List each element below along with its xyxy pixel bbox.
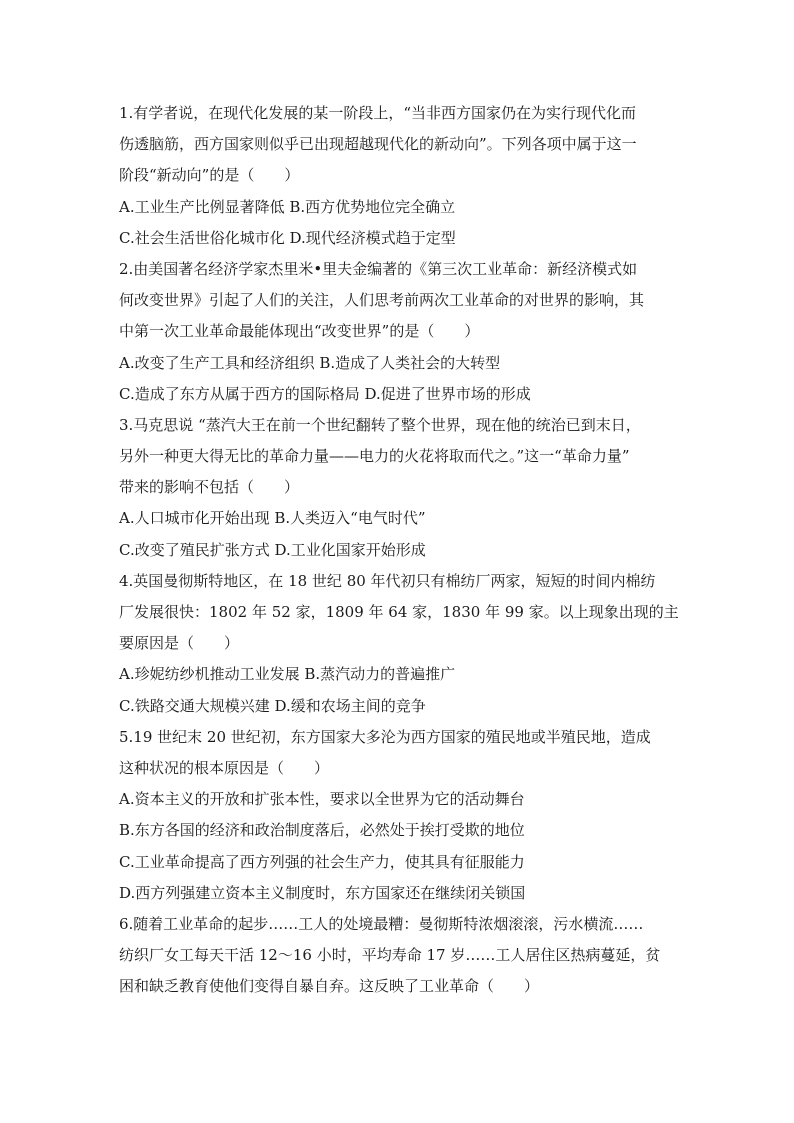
q2-text-line: 2.由美国著名经济学家杰里米•里夫金编著的《第三次工业革命：新经济模式如 — [119, 259, 638, 278]
question-text-block — [119, 98, 679, 1002]
q4-text-line: 要原因是（ ） — [119, 634, 240, 653]
q2-options-line: C.造成了东方从属于西方的国际格局 D.促进了世界市场的形成 — [119, 384, 531, 403]
q1-text-line: 阶段“新动向”的是（ ） — [119, 166, 300, 185]
q2-options-line: A.改变了生产工具和经济组织 B.造成了人类社会的大转型 — [119, 353, 501, 372]
q5-option-c: C.工业革命提高了西方列强的社会生产力，使其具有征服能力 — [119, 852, 525, 871]
q5-option-d: D.西方列强建立资本主义制度时，东方国家还在继续闭关锁国 — [119, 883, 526, 902]
q5-option-b: B.东方各国的经济和政治制度落后，必然处于挨打受欺的地位 — [119, 821, 525, 840]
q1-options-line: A.工业生产比例显著降低 B.西方优势地位完全确立 — [119, 197, 456, 216]
q1-text-line: 伤透脑筋，西方国家则似乎已出现超越现代化的新动向”。下列各项中属于这一 — [119, 135, 637, 154]
q4-options-line: C.铁路交通大规模兴建 D.缓和农场主间的竞争 — [119, 696, 426, 715]
q1-options-line: C.社会生活世俗化城市化 D.现代经济模式趋于定型 — [119, 228, 456, 247]
q3-text-line: 另外一种更大得无比的革命力量——电力的火花将取而代之。”这一“革命力量” — [119, 447, 630, 466]
q3-options-line: C.改变了殖民扩张方式 D.工业化国家开始形成 — [119, 540, 426, 559]
q3-text-line: 3.马克思说 “蒸汽大王在前一个世纪翻转了整个世界，现在他的统治已到末日， — [119, 415, 641, 434]
q6-text-line: 纺织厂女工每天干活 12～16 小时，平均寿命 17 岁……工人居住区热病蔓延，贫 — [119, 946, 661, 965]
q2-text-line: 何改变世界》引起了人们的关注，人们思考前两次工业革命的对世界的影响，其 — [119, 291, 645, 310]
q5-text-line: 5.19 世纪末 20 世纪初，东方国家大多沦为西方国家的殖民地或半殖民地，造成 — [119, 727, 651, 746]
q6-text-line: 困和缺乏教育使他们变得自暴自弃。这反映了工业革命（ ） — [119, 977, 540, 996]
q4-text-line: 4.英国曼彻斯特地区，在 18 世纪 80 年代初只有棉纺厂两家，短短的时间内棉纺 — [119, 571, 656, 590]
q2-text-line: 中第一次工业革命最能体现出“改变世界”的是（ ） — [119, 322, 480, 341]
q3-options-line: A.人口城市化开始出现 B.人类迈入“电气时代” — [119, 509, 426, 528]
q6-text-line: 6.随着工业革命的起步……工人的处境最糟：曼彻斯特浓烟滚滚，污水横流…… — [119, 914, 644, 933]
q4-text-line: 厂发展很快：1802 年 52 家，1809 年 64 家，1830 年 99 家。以上现象出现的主 — [119, 603, 679, 621]
q1-text-line: 1.有学者说，在现代化发展的某一阶段上，“当非西方国家仍在为实行现代化而 — [119, 104, 636, 122]
q5-text-line: 这种状况的根本原因是（ ） — [119, 758, 330, 777]
q4-options-line: A.珍妮纺纱机推动工业发展 B.蒸汽动力的普遍推广 — [119, 665, 456, 684]
q5-option-a: A.资本主义的开放和扩张本性，要求以全世界为它的活动舞台 — [119, 790, 525, 809]
q3-text-line: 带来的影响不包括（ ） — [119, 478, 300, 497]
